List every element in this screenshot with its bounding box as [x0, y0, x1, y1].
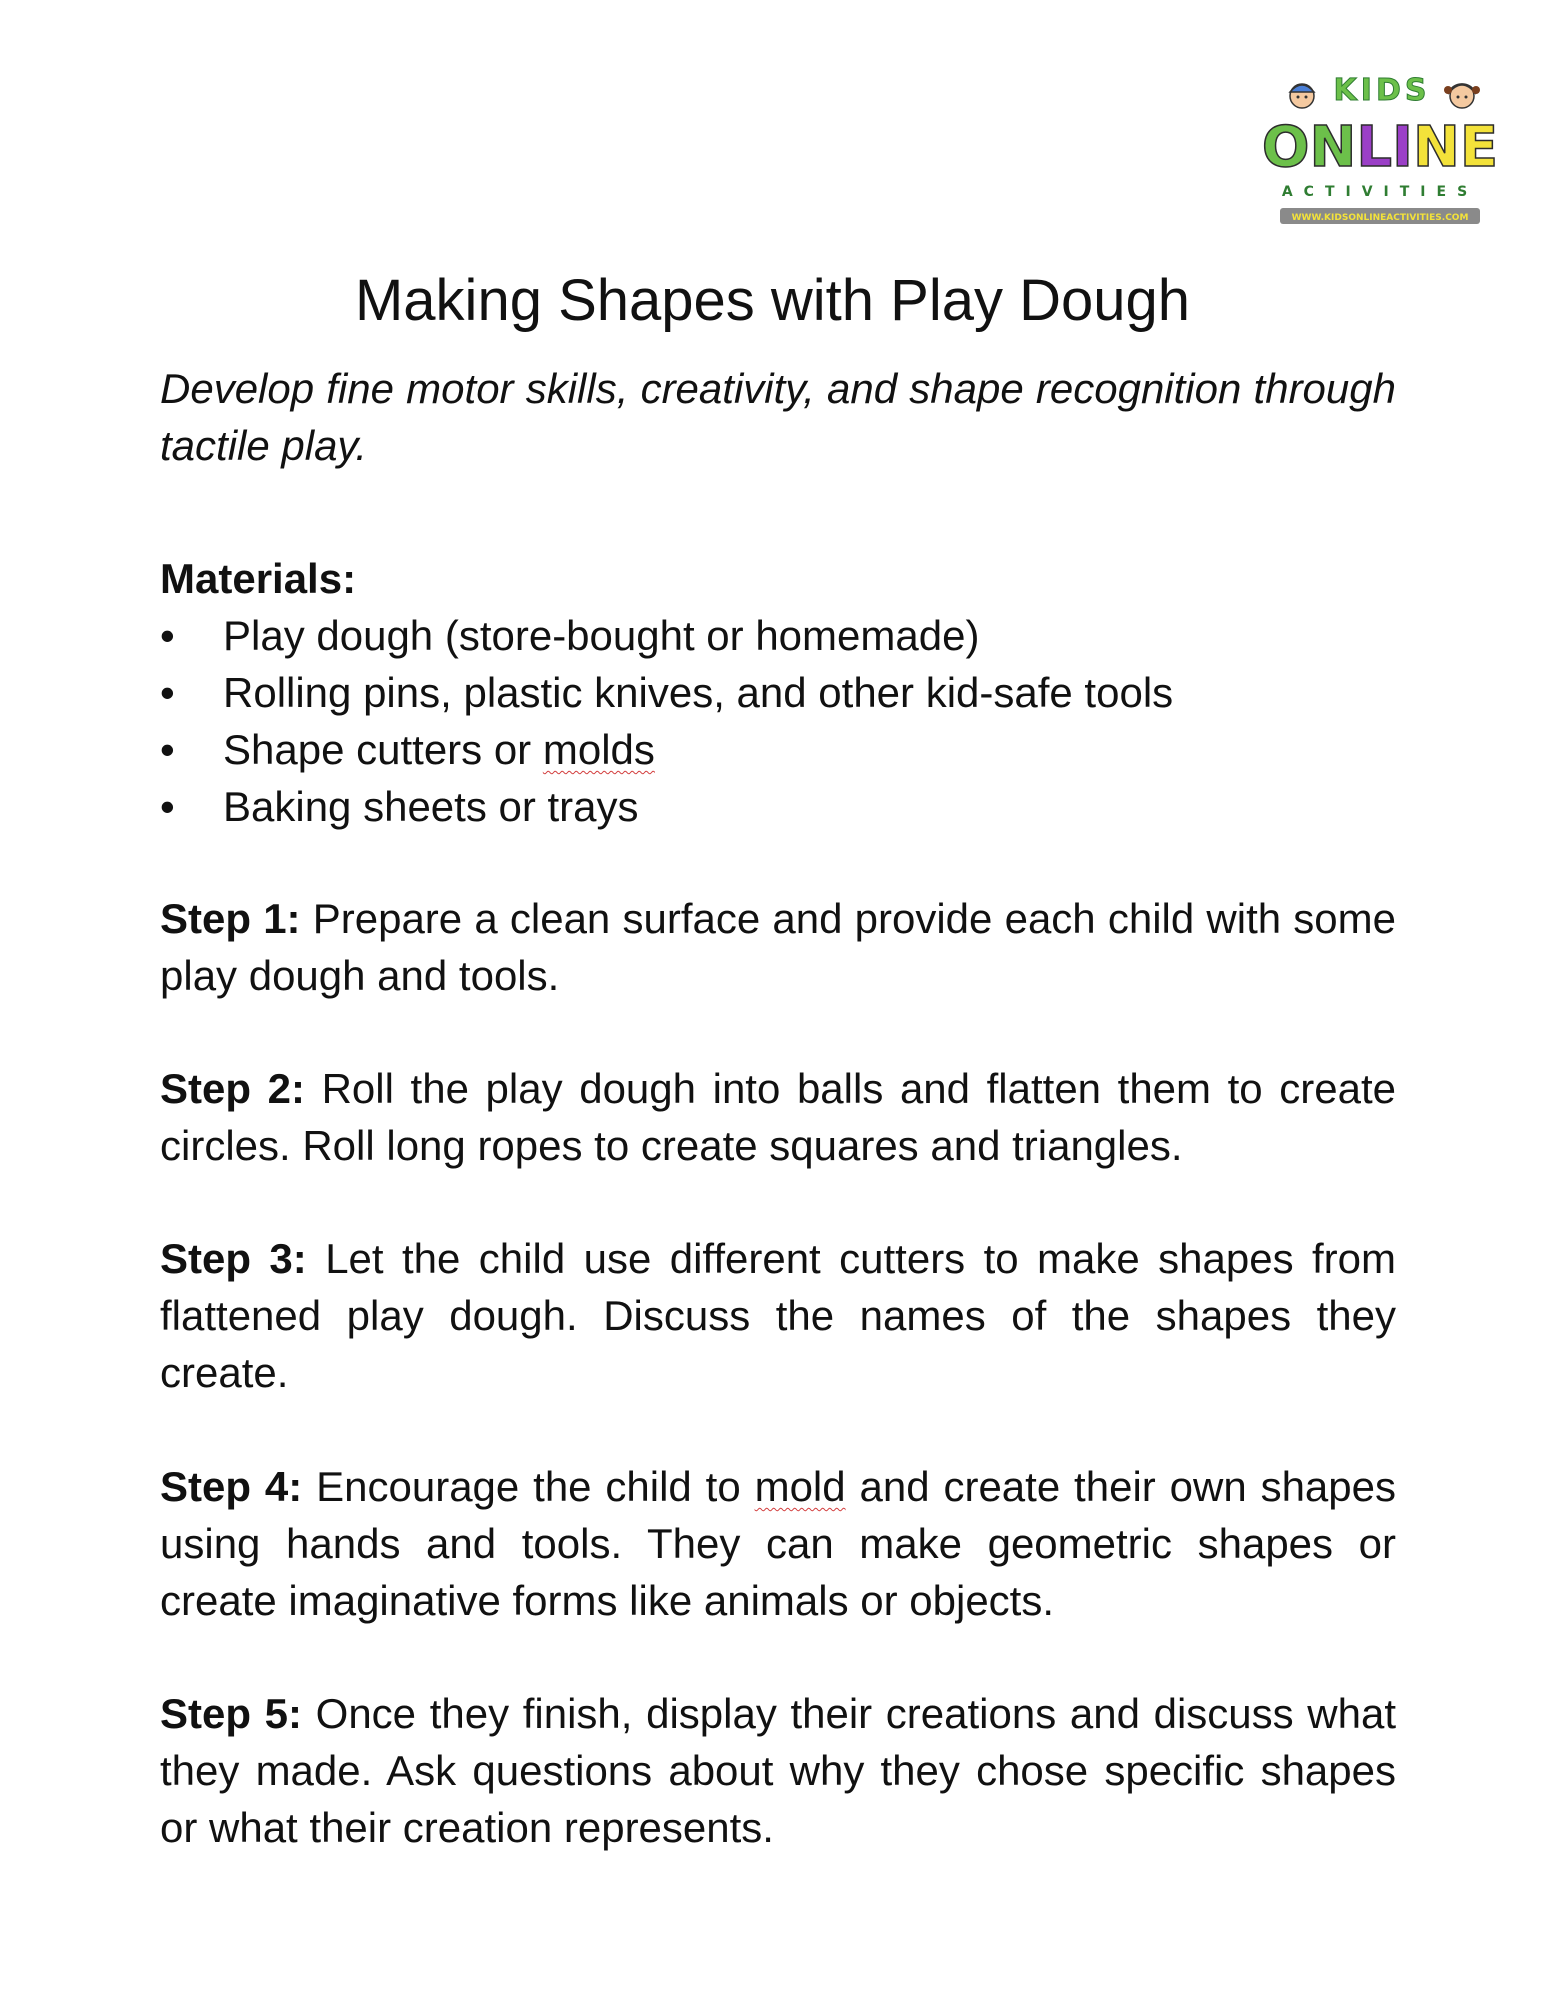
page-subtitle: Develop fine motor skills, creativity, and shape recognition through tactile play. [160, 365, 1396, 469]
step-label: Step 5: [160, 1690, 303, 1737]
logo-url-text: WWW.KIDSONLINEACTIVITIES.COM [1291, 213, 1469, 223]
page-title: Making Shapes with Play Dough [354, 268, 1191, 333]
material-text: Baking sheets or trays [223, 783, 639, 830]
step-label: Step 3: [160, 1235, 307, 1282]
step-4-paragraph [160, 1458, 1396, 1629]
step-text: Once they finish, display their creations and discuss what they made. Ask questions about why they chose specific shapes or what their creation represents. [160, 1690, 1396, 1851]
kids-online-activities-logo [1262, 66, 1498, 236]
girl-face-icon [1444, 84, 1480, 108]
step-5-paragraph [160, 1685, 1396, 1856]
step-text: Roll the play dough into balls and flatten them to create circles. Roll long ropes to create squares and triangles. [160, 1065, 1397, 1169]
material-text: Rolling pins, plastic knives, and other kid-safe tools [223, 669, 1174, 716]
step-text: and create their own shapes using hands and tools. They can make geometric shapes or create imaginative forms like animals or objects. [160, 1463, 1396, 1624]
spellcheck-flagged-word: molds [542, 726, 655, 773]
logo-kids-text: KIDS [1333, 73, 1431, 108]
step-label: Step 2: [160, 1065, 305, 1112]
boy-face-icon [1290, 84, 1314, 108]
list-item [160, 607, 1396, 664]
step-text: Let the child use different cutters to make shapes from flattened play dough. Discuss the names of the shapes they create. [160, 1235, 1396, 1396]
bullet-icon: • [160, 669, 175, 716]
list-item [160, 664, 1396, 721]
materials-heading: Materials: [160, 555, 357, 602]
logo-activities-text: ACTIVITIES [1281, 184, 1479, 200]
bullet-icon: • [160, 726, 175, 773]
spellcheck-flagged-word: mold [754, 1463, 846, 1510]
list-item [160, 778, 1396, 835]
step-1-paragraph [160, 890, 1396, 1004]
step-label: Step 1: [160, 895, 301, 942]
step-label: Step 4: [160, 1463, 303, 1510]
list-item [160, 721, 1396, 778]
materials-list [160, 607, 1396, 835]
material-text: Shape cutters or [223, 726, 532, 773]
logo-graphic [1262, 66, 1498, 236]
step-3-paragraph [160, 1230, 1396, 1401]
material-text: Play dough (store-bought or homemade) [223, 612, 980, 659]
step-2-paragraph [160, 1060, 1396, 1174]
bullet-icon: • [160, 612, 175, 659]
logo-online-text: ONLINE [1262, 115, 1498, 180]
step-text: Prepare a clean surface and provide each child with some play dough and tools. [160, 895, 1396, 999]
bullet-icon: • [160, 783, 175, 830]
step-text: Encourage the child to [302, 1463, 755, 1510]
